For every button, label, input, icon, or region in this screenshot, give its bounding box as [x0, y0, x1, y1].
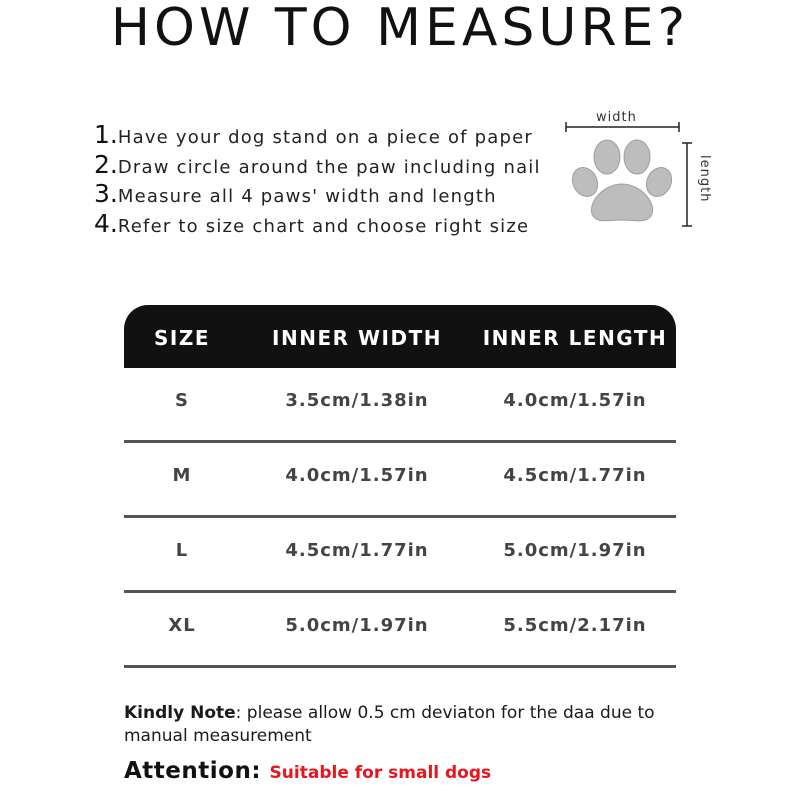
length-cell: 5.5cm/2.17in — [503, 615, 647, 636]
instruction-step — [94, 150, 541, 180]
length-label: length — [697, 155, 712, 203]
size-cell: L — [175, 540, 189, 561]
attention-note — [124, 758, 491, 784]
step-number: 2. — [94, 149, 118, 179]
width-cell: 4.0cm/1.57in — [285, 465, 429, 486]
kindly-note — [124, 702, 704, 748]
note-label: Kindly Note — [124, 703, 236, 723]
table-row — [124, 518, 676, 593]
table-row — [124, 593, 676, 668]
size-cell: XL — [168, 615, 196, 636]
step-text: Measure all 4 paws' width and length — [117, 186, 497, 207]
step-text: Have your dog stand on a piece of paper — [117, 127, 533, 148]
length-cell: 4.0cm/1.57in — [503, 390, 647, 411]
header-inner-width: INNER WIDTH — [272, 326, 442, 350]
size-cell: M — [172, 465, 192, 486]
width-cell: 4.5cm/1.77in — [285, 540, 429, 561]
note-text: : please allow 0.5 cm deviaton for the daa due to manual measurement — [124, 703, 655, 746]
step-text: Draw circle around the paw including nail — [117, 156, 541, 178]
attention-separator: : — [251, 758, 270, 784]
attention-text: Suitable for small dogs — [269, 763, 492, 783]
width-cell: 5.0cm/1.97in — [285, 615, 429, 636]
table-header — [124, 305, 676, 368]
paw-measure-diagram — [560, 110, 720, 230]
step-text: Refer to size chart and choose right size — [117, 215, 530, 237]
width-cell: 3.5cm/1.38in — [285, 390, 429, 411]
instruction-step — [94, 209, 541, 239]
instruction-step — [94, 120, 541, 150]
size-cell: S — [175, 390, 189, 411]
length-cell: 5.0cm/1.97in — [503, 540, 647, 561]
page-title: HOW TO MEASURE? — [110, 0, 690, 58]
step-number: 3. — [94, 179, 118, 208]
instructions-list — [94, 120, 541, 238]
step-number: 1. — [94, 120, 118, 149]
table-row — [124, 368, 676, 443]
paw-print-icon — [560, 110, 720, 230]
table-row — [124, 443, 676, 518]
instruction-step — [94, 179, 541, 209]
header-inner-length: INNER LENGTH — [482, 326, 668, 350]
attention-label: Attention — [124, 758, 252, 784]
size-chart-table — [124, 305, 676, 668]
length-cell: 4.5cm/1.77in — [503, 465, 647, 486]
step-number: 4. — [94, 208, 118, 238]
width-label: width — [596, 110, 637, 125]
header-size: SIZE — [153, 326, 210, 350]
